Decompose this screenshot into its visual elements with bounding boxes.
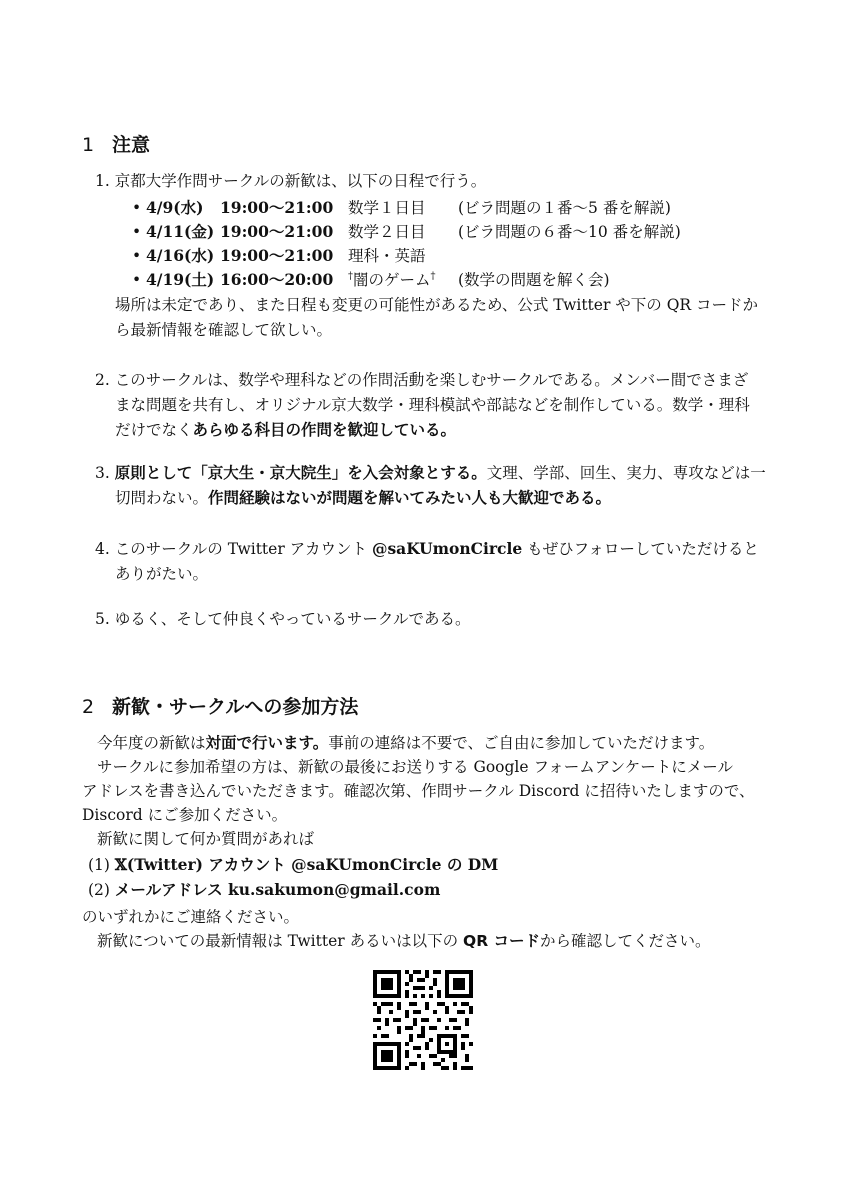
schedule-note: (数学の問題を解く会) [458, 271, 610, 289]
item-5-marker: 5. [95, 610, 110, 628]
item-1-marker: 1. [95, 172, 110, 190]
paragraph-2-line1: サークルに参加希望の方は、新歓の最後にお送りする Google フォームアンケートにメール [97, 758, 733, 776]
section-2-title: 新歓・サークルへの参加方法 [112, 696, 359, 718]
schedule-row: • 4/19(土) 16:00〜20:00 †闇のゲーム† (数学の問題を解く会) [132, 270, 610, 289]
item-2 [95, 368, 748, 392]
schedule-time: 19:00〜21:00 [220, 246, 334, 265]
schedule-event: 数学２日目 [348, 223, 426, 241]
schedule-row: • 4/9(水) 19:00〜21:00 数学１日目 (ビラ問題の１番〜5 番を解説) [132, 198, 671, 217]
qr-code-image [373, 970, 473, 1070]
paragraph-1: 今年度の新歓は対面で行います。事前の連絡は不要で、ご自由に参加していただけます。 [97, 734, 715, 752]
item-3-line2: 切問わない。作問経験はないが問題を解いてみたい人も大歓迎である。 [115, 489, 612, 507]
item-2-line2: まな問題を共有し、オリジナル京大数学・理科模試や部誌などを制作している。数学・理科 [115, 396, 750, 414]
schedule-time: 16:00〜20:00 [220, 270, 334, 289]
schedule-event: 理科・英語 [348, 247, 426, 265]
section-1-heading [82, 130, 150, 157]
item-1-note-line2: ら最新情報を確認して欲しい。 [115, 321, 333, 339]
section-1-title: 注意 [112, 134, 151, 156]
item-3-marker: 3. [95, 464, 110, 482]
twitter-handle: @saKUmonCircle [371, 539, 523, 558]
schedule-row: • 4/11(金) 19:00〜21:00 数学２日目 (ビラ問題の６番〜10 番を解説) [132, 222, 681, 241]
item-4-line2: ありがたい。 [115, 565, 209, 583]
contact-item [88, 878, 440, 902]
dagger-mark: † [348, 270, 353, 282]
schedule-date: 4/9(水) [146, 198, 204, 217]
contact-item [88, 853, 498, 877]
schedule-row: • 4/16(水) 19:00〜21:00 理科・英語 [132, 244, 458, 266]
section-1-number: 1 [82, 134, 95, 156]
emphasis-text: 原則として「京大生・京大院生」を入会対象とする。 [114, 464, 487, 482]
dagger-mark: † [430, 270, 436, 282]
contact-marker: (2) [88, 881, 110, 899]
item-4: 4. このサークルの Twitter アカウント @saKUmonCircle もぜひフォローしていただけると [95, 539, 759, 558]
item-2-line1: このサークルは、数学や理科などの作問活動を楽しむサークルである。メンバー間でさまざ [114, 371, 749, 389]
paragraph-3: 新歓に関して何か質問があれば [97, 830, 315, 848]
contact-email: メールアドレス ku.sakumon@gmail.com [114, 880, 441, 899]
schedule-date: 4/11(金) [146, 222, 215, 241]
item-3: 3. 原則として「京大生・京大院生」を入会対象とする。文理、学部、回生、実力、専攻などは一 [95, 464, 766, 482]
contact-twitter: 𝕏(Twitter) アカウント @saKUmonCircle の DM [114, 855, 499, 874]
paragraph-5: 新歓についての最新情報は Twitter あるいは以下の QR コードから確認してください。 [97, 932, 711, 950]
schedule-date: 4/19(土) [146, 270, 215, 289]
section-2-number: 2 [82, 696, 95, 718]
emphasis-text: あらゆる科目の作問を歓迎している。 [192, 421, 457, 439]
schedule-date: 4/16(水) [146, 246, 215, 265]
item-5: 5. ゆるく、そして仲良くやっているサークルである。 [95, 610, 471, 628]
emphasis-text: 作問経験はないが問題を解いてみたい人も大歓迎である。 [208, 489, 612, 507]
item-1-note-line1: 場所は未定であり、また日程も変更の可能性があるため、公式 Twitter や下の QR コードか [115, 296, 759, 314]
paragraph-2-line2: アドレスを書き込んでいただきます。確認次第、作問サークル Discord に招待いたしますので、 [82, 782, 755, 800]
schedule-event: 数学１日目 [348, 199, 426, 217]
schedule-time: 19:00〜21:00 [220, 222, 334, 241]
item-1 [95, 169, 486, 193]
item-2-line3: だけでなくあらゆる科目の作問を歓迎している。 [115, 421, 457, 439]
schedule-note: (ビラ問題の６番〜10 番を解説) [458, 223, 681, 241]
section-2-heading [82, 692, 358, 719]
emphasis-text: QR コード [463, 932, 541, 950]
contact-marker: (1) [88, 856, 110, 874]
schedule-time: 19:00〜21:00 [220, 198, 334, 217]
schedule-note: (ビラ問題の１番〜5 番を解説) [458, 199, 671, 217]
paragraph-2-line3: Discord にご参加ください。 [82, 806, 288, 824]
item-4-marker: 4. [95, 540, 110, 558]
item-2-marker: 2. [95, 371, 110, 389]
emphasis-text: 対面で行います。 [205, 734, 329, 752]
schedule-event: †闇のゲーム† [348, 270, 436, 289]
paragraph-4: のいずれかにご連絡ください。 [82, 908, 300, 926]
item-1-intro: 京都大学作問サークルの新歓は、以下の日程で行う。 [114, 172, 487, 190]
